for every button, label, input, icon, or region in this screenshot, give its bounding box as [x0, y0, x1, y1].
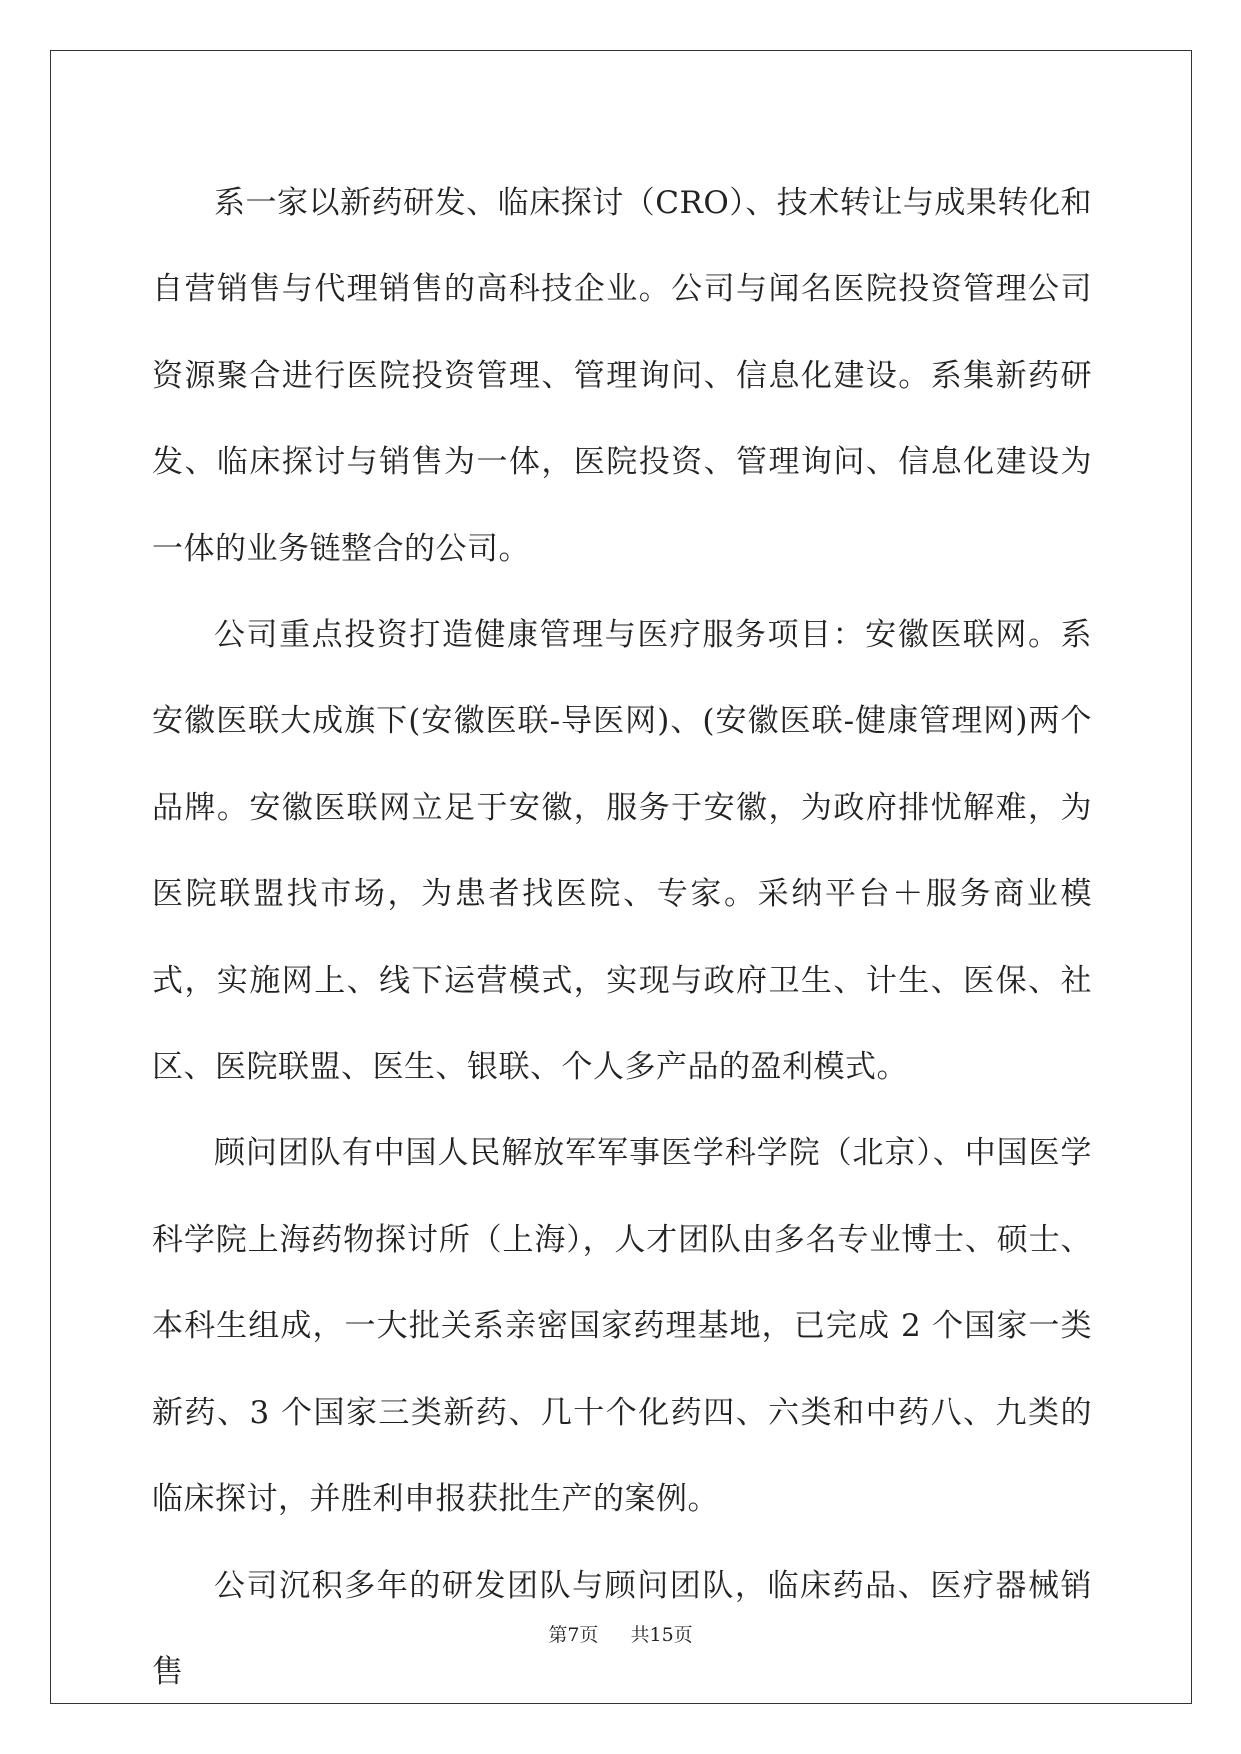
paragraph: 系一家以新药研发、临床探讨（CRO）、技术转让与成果转化和自营销售与代理销售的高科技企业。公司与闻名医院投资管理公司资源聚合进行医院投资管理、管理询问、信息化建设。系集新药研发、临床探讨与销售为一体，医院投资、管理询问、信息化建设为一体的业务链整合的公司。 — [152, 185, 1092, 567]
paragraph: 公司重点投资打造健康管理与医疗服务项目：安徽医联网。系安徽医联大成旗下(安徽医联-导医网)、(安徽医联-健康管理网)两个品牌。安徽医联网立足于安徽，服务于安徽，为政府排忧解难，为医院联盟找市场，为患者找医院、专家。采纳平台＋服务商业模式，实施网上、线下运营模式，实现与政府卫生、计生、医保、社区、医院联盟、医生、银联、个人多产品的盈利模式。 — [152, 617, 1092, 1086]
page-footer — [0, 1620, 1241, 1647]
page-total: 共15页 — [630, 1624, 693, 1646]
paragraph: 顾问团队有中国人民解放军军事医学科学院（北京）、中国医学科学院上海药物探讨所（上海），人才团队由多名专业博士、硕士、本科生组成，一大批关系亲密国家药理基地，已完成 2 个国家一类新药、3 个国家三类新药、几十个化药四、六类和中药八、九类的临床探讨，并胜利申报获批生产的案例。 — [152, 1135, 1092, 1518]
paragraph: 公司沉积多年的研发团队与顾问团队，临床药品、医疗器械销售 — [152, 1567, 1092, 1690]
document-body — [152, 160, 1092, 1715]
page-number: 第7页 — [548, 1624, 599, 1646]
